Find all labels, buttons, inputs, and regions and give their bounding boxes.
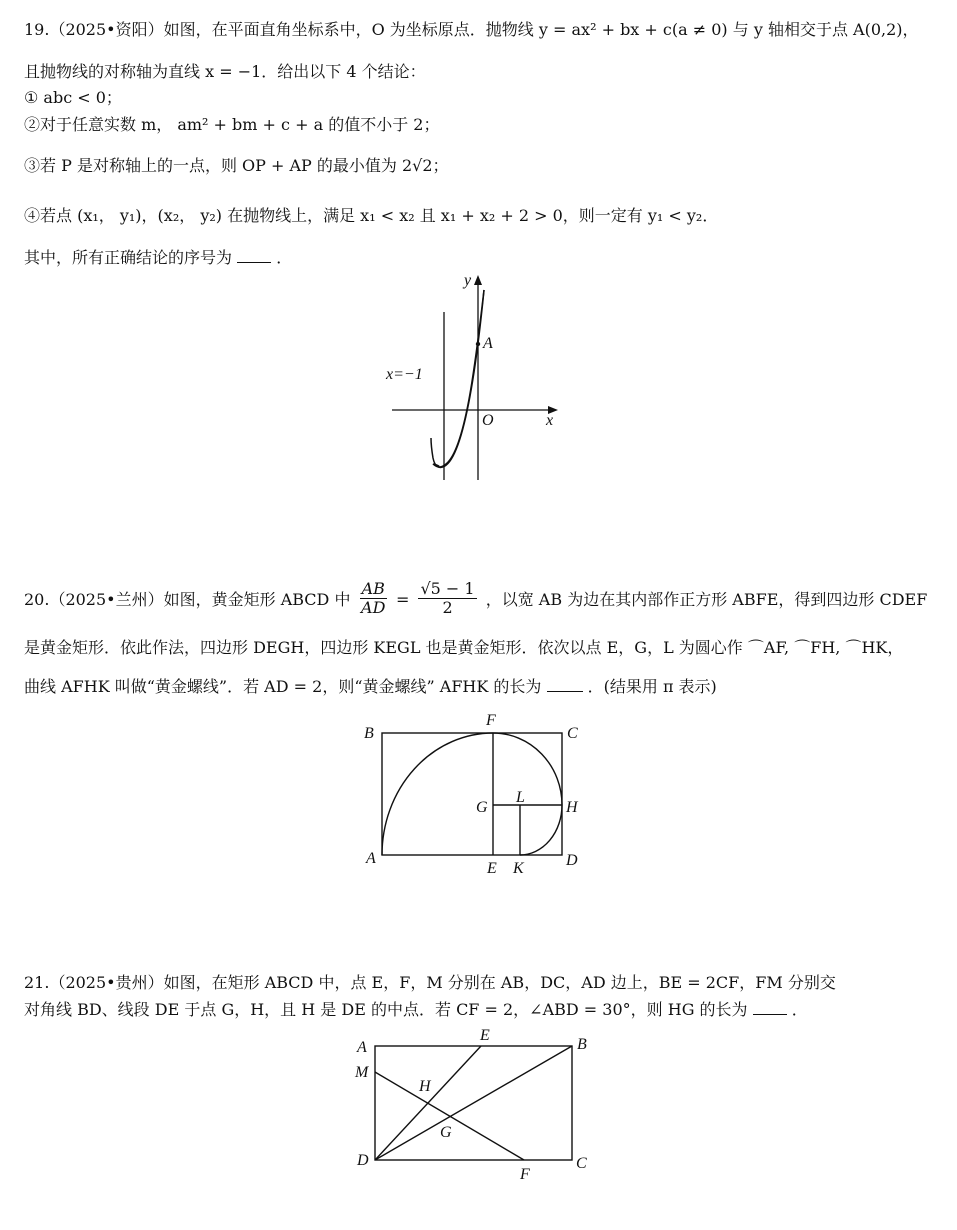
q20-rect-abcd bbox=[382, 733, 562, 855]
q19-conclusion-2: ②对于任意实数 m， am² + bm + c + a 的值不小于 2； bbox=[24, 115, 440, 134]
q21-line2-suffix: ． bbox=[791, 1000, 808, 1019]
q20-label-c: C bbox=[567, 725, 578, 742]
q21-label-d: D bbox=[357, 1152, 369, 1169]
q20-stem-prefix: 20.（2025•兰州）如图，黄金矩形 ABCD 中 bbox=[24, 590, 351, 609]
q20-frac-num2: √5 − 1 bbox=[420, 579, 475, 598]
q20-label-e: E bbox=[487, 860, 497, 877]
q20-frac-den2: 2 bbox=[442, 598, 453, 617]
q21-label-b: B bbox=[577, 1036, 587, 1053]
q21-stem-line2 bbox=[24, 999, 808, 1021]
q20-arc-fh bbox=[493, 733, 562, 805]
q19-question-prefix: 其中，所有正确结论的序号为 bbox=[24, 248, 233, 267]
q20-fraction-golden bbox=[418, 580, 476, 617]
q21-rectangle-figure bbox=[348, 1022, 598, 1184]
q20-label-f: F bbox=[486, 712, 496, 729]
q20-fraction-ab-ad bbox=[360, 580, 387, 617]
q20-label-a: A bbox=[366, 850, 376, 867]
q20-arc-hk bbox=[520, 805, 562, 855]
q20-label-b: B bbox=[364, 725, 374, 742]
q20-label-h: H bbox=[566, 799, 578, 816]
q21-label-h: H bbox=[419, 1078, 431, 1095]
q20-stem-line3 bbox=[24, 676, 717, 698]
q19-conclusion-3: ③若 P 是对称轴上的一点，则 OP + AP 的最小值为 2√2； bbox=[24, 156, 449, 175]
q19-question-suffix: ． bbox=[276, 248, 293, 267]
q21-label-a: A bbox=[357, 1039, 367, 1056]
q21-answer-blank[interactable] bbox=[753, 1014, 787, 1015]
q19-question bbox=[24, 247, 292, 269]
q20-golden-spiral-figure bbox=[358, 708, 588, 880]
q20-stem-line1 bbox=[24, 579, 928, 619]
q19-parabola-figure bbox=[380, 268, 570, 483]
q20-label-g: G bbox=[476, 799, 488, 816]
q20-stem-line2: 是黄金矩形．依此作法，四边形 DEGH，四边形 KEGL 也是黄金矩形．依次以点 E，G，L 为圆心作 ⌒AF, ⌒FH, ⌒HK， bbox=[24, 638, 904, 657]
q21-label-f: F bbox=[520, 1166, 530, 1183]
q20-line3-prefix: 曲线 AFHK 叫做“黄金螺线”．若 AD = 2，则“黄金螺线” AFHK 的长为 bbox=[24, 677, 542, 696]
q21-line2-prefix: 对角线 BD、线段 DE 于点 G，H，且 H 是 DE 的中点．若 CF = 2，∠ABD = 30°，则 HG 的长为 bbox=[24, 1000, 748, 1019]
q20-arc-af bbox=[382, 733, 493, 855]
q21-label-c: C bbox=[576, 1155, 587, 1172]
q21-stem-line1: 21.（2025•贵州）如图，在矩形 ABCD 中，点 E，F，M 分别在 AB，DC，AD 边上，BE = 2CF，FM 分别交 bbox=[24, 973, 836, 992]
q21-label-e: E bbox=[480, 1027, 490, 1044]
q20-answer-blank[interactable] bbox=[547, 691, 583, 692]
q19-conclusion-4: ④若点 (x₁， y₁)，(x₂， y₂) 在抛物线上，满足 x₁ < x₂ 且 x₁ + x₂ + 2 > 0，则一定有 y₁ < y₂． bbox=[24, 206, 719, 225]
q21-diagonal-bd bbox=[375, 1046, 572, 1160]
q20-frac-den1: AD bbox=[361, 598, 386, 617]
q19-label-x: x bbox=[546, 412, 554, 429]
q19-parabola-left-arm bbox=[431, 290, 484, 467]
q19-stem-line1: 19.（2025•资阳）如图，在平面直角坐标系中，O 为坐标原点．抛物线 y = ax² + bx + c(a ≠ 0) 与 y 轴相交于点 A(0,2)， bbox=[24, 20, 919, 39]
q19-point-a bbox=[476, 342, 480, 346]
q19-y-axis-arrow bbox=[474, 275, 482, 285]
q20-line3-suffix: ．(结果用 π 表示) bbox=[587, 677, 717, 696]
q20-label-k: K bbox=[513, 860, 524, 877]
q20-equals: = bbox=[395, 590, 410, 609]
q20-label-l: L bbox=[516, 789, 525, 806]
q20-stem-suffix: ，以宽 AB 为边在其内部作正方形 ABFE，得到四边形 CDEF bbox=[485, 590, 928, 609]
q19-stem-line2: 且抛物线的对称轴为直线 x = −1．给出以下 4 个结论： bbox=[24, 62, 426, 81]
q19-label-o: O bbox=[482, 412, 494, 429]
q20-frac-num1: AB bbox=[361, 579, 385, 598]
q19-label-y: y bbox=[464, 272, 472, 289]
q21-label-m: M bbox=[355, 1064, 369, 1081]
q19-label-a: A bbox=[483, 335, 493, 352]
q21-label-g: G bbox=[440, 1124, 452, 1141]
q20-label-d: D bbox=[566, 852, 578, 869]
q19-conclusion-1: ① abc < 0； bbox=[24, 88, 122, 107]
q19-answer-blank[interactable] bbox=[237, 262, 271, 263]
q19-label-symmetry: x=−1 bbox=[386, 366, 423, 383]
